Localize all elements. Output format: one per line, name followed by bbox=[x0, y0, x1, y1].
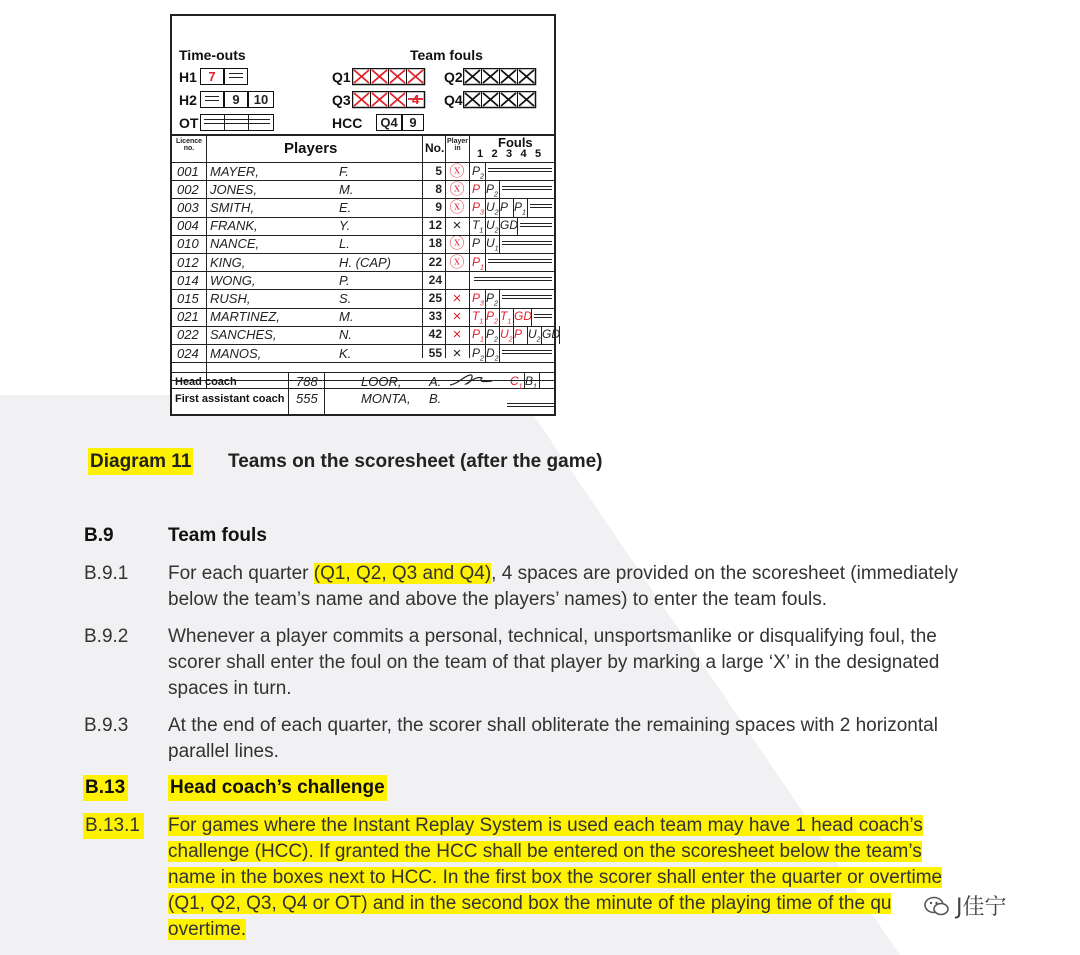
foul-type: T bbox=[472, 218, 480, 233]
foul-subscript: 2 bbox=[494, 354, 499, 362]
player-in-mark: ⓧ bbox=[449, 162, 465, 180]
number-label: No. bbox=[425, 141, 445, 155]
assistant-coach-initial: B. bbox=[429, 391, 442, 406]
ot-label: OT bbox=[179, 115, 199, 131]
h2-label: H2 bbox=[179, 92, 197, 108]
foul-subscript: 2 bbox=[494, 191, 498, 199]
player-name: JONES, bbox=[210, 181, 257, 197]
head-coach-licence: 788 bbox=[296, 374, 318, 389]
q3-last-foul-number: 4 bbox=[412, 92, 420, 107]
foul-type: P bbox=[486, 309, 495, 324]
assistant-coach-label: First assistant coach bbox=[175, 393, 285, 405]
player-in-mark: × bbox=[452, 308, 462, 326]
player-number: 33 bbox=[428, 309, 442, 324]
foul-type: C bbox=[510, 374, 519, 388]
player-initial: N. bbox=[339, 327, 352, 343]
foul-entry bbox=[514, 308, 532, 325]
foul-type: P bbox=[472, 199, 481, 214]
paragraph-b9-3 bbox=[168, 713, 998, 765]
diagram-caption bbox=[88, 448, 193, 476]
foul-subscript: 2 bbox=[494, 318, 498, 326]
player-name: MAYER, bbox=[210, 163, 259, 179]
foul-column-number: 2 bbox=[491, 148, 498, 160]
fouls-label: Fouls bbox=[498, 135, 533, 150]
paragraph-text: For each quarter bbox=[168, 563, 314, 584]
player-initial: M. bbox=[339, 181, 354, 197]
coach-foul-entry bbox=[510, 373, 523, 395]
foul-subscript: 1 bbox=[479, 318, 484, 326]
player-licence: 001 bbox=[177, 163, 199, 179]
foul-entry bbox=[514, 326, 522, 343]
foul-entry bbox=[472, 181, 480, 198]
foul-type: B bbox=[525, 374, 534, 388]
player-name: RUSH, bbox=[210, 290, 251, 306]
player-initial: M. bbox=[339, 309, 354, 325]
foul-entry bbox=[500, 326, 513, 348]
player-number: 12 bbox=[428, 218, 442, 233]
foul-type: U bbox=[486, 236, 495, 251]
player-number: 42 bbox=[428, 327, 442, 342]
hcc-quarter-box: Q4 bbox=[376, 114, 402, 131]
player-in-mark: ⓧ bbox=[449, 235, 465, 253]
player-in-mark: ⓧ bbox=[449, 253, 465, 271]
player-licence: 021 bbox=[177, 309, 199, 325]
foul-type: U bbox=[500, 327, 509, 342]
foul-type: GD bbox=[514, 309, 532, 324]
player-in-mark: × bbox=[452, 289, 462, 307]
h1-timeout-box: 7 bbox=[200, 68, 224, 85]
h2-timeout-box-3: 10 bbox=[248, 91, 274, 108]
timeouts-label: Time-outs bbox=[179, 47, 246, 63]
ot-timeout-boxes bbox=[200, 114, 274, 131]
foul-type: GD bbox=[500, 218, 518, 233]
player-initial: L. bbox=[339, 236, 350, 252]
player-initial: P. bbox=[339, 272, 350, 288]
section-title-head-coach-challenge: Head coach’s challenge bbox=[168, 775, 387, 801]
foul-subscript: 1 bbox=[480, 336, 484, 344]
head-coach-name: LOOR, bbox=[361, 374, 402, 389]
foul-type: P bbox=[486, 290, 495, 305]
player-initial: Y. bbox=[339, 218, 351, 234]
section-number-b9: B.9 bbox=[84, 525, 114, 546]
player-licence: 002 bbox=[177, 181, 199, 197]
foul-type: P bbox=[486, 327, 495, 342]
highlighted-quarters: (Q1, Q2, Q3 and Q4) bbox=[313, 563, 492, 584]
assistant-coach-licence: 555 bbox=[296, 391, 318, 406]
foul-subscript: 1 bbox=[522, 209, 526, 217]
player-number: 9 bbox=[435, 199, 442, 214]
section-number-b9-2: B.9.2 bbox=[84, 626, 129, 647]
foul-entry bbox=[472, 254, 484, 276]
foul-type: P bbox=[472, 236, 481, 251]
player-licence: 003 bbox=[177, 199, 199, 215]
foul-type: P bbox=[472, 290, 481, 305]
paragraph-text: (Q1, Q2, Q3, Q4 or OT) and in the second box the minute of the playing time of the qu bbox=[168, 893, 892, 914]
hcc-minute-box: 9 bbox=[402, 114, 424, 131]
paragraph-text: For games where the Instant Replay System is used each team may have 1 head coach’s bbox=[168, 815, 923, 836]
foul-type: T bbox=[500, 309, 508, 324]
foul-type: U bbox=[486, 218, 495, 233]
foul-subscript: 2 bbox=[508, 336, 513, 344]
foul-subscript: 3 bbox=[480, 300, 484, 308]
player-number: 8 bbox=[435, 181, 442, 196]
paragraph-b13-1 bbox=[168, 813, 998, 943]
assistant-coach-name: MONTA, bbox=[361, 391, 411, 406]
foul-entry bbox=[528, 326, 541, 348]
foul-subscript: 2 bbox=[494, 300, 498, 308]
head-coach-initial: A. bbox=[429, 374, 442, 389]
players-label: Players bbox=[284, 140, 338, 157]
foul-subscript: 2 bbox=[494, 227, 499, 235]
foul-entry bbox=[472, 345, 484, 367]
player-licence: 010 bbox=[177, 236, 199, 252]
foul-subscript: 2 bbox=[494, 209, 499, 217]
foul-subscript: 2 bbox=[494, 336, 498, 344]
foul-subscript: 1 bbox=[480, 263, 484, 271]
player-licence: 012 bbox=[177, 254, 199, 270]
q4-team-fouls bbox=[463, 91, 537, 109]
section-number-b13-1: B.13.1 bbox=[83, 813, 144, 839]
player-in-label: Player in bbox=[446, 138, 469, 152]
foul-entry bbox=[486, 235, 499, 257]
player-number: 25 bbox=[428, 290, 442, 305]
paragraph-text: name in the boxes next to HCC. In the first box the scorer shall enter the quarter or overtime bbox=[168, 867, 943, 888]
foul-type: U bbox=[528, 327, 537, 342]
coach-foul-entry bbox=[525, 373, 537, 395]
player-number: 18 bbox=[428, 236, 442, 251]
hcc-label: HCC bbox=[332, 115, 363, 131]
player-in-mark: ⓧ bbox=[449, 180, 465, 198]
player-licence: 024 bbox=[177, 345, 199, 361]
foul-column-number: 5 bbox=[535, 148, 542, 160]
paragraph-text: spaces in turn. bbox=[168, 678, 292, 699]
section-title-team-fouls: Team fouls bbox=[168, 525, 267, 546]
player-in-mark: × bbox=[452, 326, 462, 344]
paragraph-text: below the team’s name and above the players’ names) to enter the team fouls. bbox=[168, 589, 828, 610]
paragraph-text: challenge (HCC). If granted the HCC shall be entered on the scoresheet below the team’s bbox=[168, 841, 922, 862]
foul-column-number: 3 bbox=[506, 148, 513, 160]
paragraph-text: parallel lines. bbox=[168, 741, 279, 762]
paragraph-b9-2 bbox=[168, 624, 998, 702]
foul-subscript: 1 bbox=[494, 245, 499, 253]
player-number: 55 bbox=[428, 345, 442, 360]
paragraph-text: Whenever a player commits a personal, technical, unsportsmanlike or disqualifying foul, the bbox=[168, 626, 937, 647]
paragraph-b9-1 bbox=[168, 561, 998, 613]
foul-type: P bbox=[472, 163, 481, 178]
foul-subscript: 1 bbox=[507, 318, 512, 326]
team-fouls-label: Team fouls bbox=[410, 47, 483, 63]
q4-label: Q4 bbox=[444, 92, 463, 108]
player-initial: K. bbox=[339, 345, 352, 361]
foul-subscript: 1 bbox=[479, 227, 484, 235]
foul-type: T bbox=[472, 309, 480, 324]
scoresheet bbox=[170, 14, 560, 416]
licence-no-label: Licence no. bbox=[175, 138, 203, 152]
wechat-icon bbox=[924, 895, 950, 917]
player-number: 5 bbox=[435, 163, 442, 178]
foul-subscript: 2 bbox=[480, 354, 484, 362]
player-initial: F. bbox=[339, 163, 349, 179]
player-name: NANCE, bbox=[210, 236, 260, 252]
player-number: 24 bbox=[428, 272, 442, 287]
player-licence: 015 bbox=[177, 290, 199, 306]
foul-type: P bbox=[486, 181, 495, 196]
diagram-title: Teams on the scoresheet (after the game) bbox=[228, 451, 603, 472]
q2-label: Q2 bbox=[444, 69, 463, 85]
foul-subscript: 2 bbox=[480, 172, 484, 180]
player-in-mark: × bbox=[452, 217, 462, 235]
player-licence: 014 bbox=[177, 272, 199, 288]
head-coach-label: Head coach bbox=[175, 376, 237, 388]
foul-entry bbox=[500, 217, 518, 234]
player-in-mark: ⓧ bbox=[449, 198, 465, 216]
player-initial: S. bbox=[339, 290, 352, 306]
foul-type: P bbox=[514, 327, 523, 342]
paragraph-text: overtime. bbox=[168, 919, 247, 940]
player-initial: E. bbox=[339, 199, 352, 215]
player-name: KING, bbox=[210, 254, 246, 270]
foul-type: P bbox=[472, 327, 481, 342]
foul-type: P bbox=[472, 254, 481, 269]
section-number-b13: B.13 bbox=[83, 775, 128, 801]
h1-label: H1 bbox=[179, 69, 197, 85]
q3-label: Q3 bbox=[332, 92, 351, 108]
foul-subscript: 1 bbox=[533, 383, 537, 391]
player-licence: 004 bbox=[177, 218, 199, 234]
foul-subscript: 1 bbox=[518, 383, 523, 391]
paragraph-text: At the end of each quarter, the scorer shall obliterate the remaining spaces with 2 horizontal bbox=[168, 715, 938, 736]
foul-type: P bbox=[472, 345, 481, 360]
player-in-mark: × bbox=[452, 344, 462, 362]
q1-team-fouls bbox=[352, 68, 426, 86]
player-licence: 022 bbox=[177, 327, 199, 343]
player-name: WONG, bbox=[210, 272, 256, 288]
foul-entry bbox=[500, 199, 508, 216]
h1-timeout-box-2 bbox=[224, 68, 248, 85]
foul-type: D bbox=[486, 345, 495, 360]
foul-type: P bbox=[472, 181, 481, 196]
player-name: MARTINEZ, bbox=[210, 309, 280, 325]
player-name: SMITH, bbox=[210, 199, 255, 215]
foul-entry bbox=[542, 326, 560, 343]
watermark-text: J佳宁 bbox=[956, 895, 1007, 920]
foul-type: P bbox=[514, 199, 523, 214]
player-name: MANOS, bbox=[210, 345, 262, 361]
h2-timeout-box-2: 9 bbox=[224, 91, 248, 108]
foul-subscript: 2 bbox=[536, 336, 541, 344]
foul-entry bbox=[486, 345, 499, 367]
section-number-b9-3: B.9.3 bbox=[84, 715, 129, 736]
foul-type: U bbox=[486, 199, 495, 214]
foul-type: P bbox=[500, 199, 509, 214]
watermark bbox=[918, 888, 1013, 923]
player-name: FRANK, bbox=[210, 218, 258, 234]
player-initial: H. (CAP) bbox=[339, 254, 391, 270]
diagram-label: Diagram 11 bbox=[88, 448, 193, 475]
h2-timeout-box-1 bbox=[200, 91, 224, 108]
q1-label: Q1 bbox=[332, 69, 351, 85]
foul-column-number: 1 bbox=[477, 148, 484, 160]
player-name: SANCHES, bbox=[210, 327, 277, 343]
section-number-b9-1: B.9.1 bbox=[84, 563, 129, 584]
foul-entry bbox=[472, 235, 480, 252]
paragraph-text: scorer shall enter the foul on the team of that player by marking a large ‘X’ in the designated bbox=[168, 652, 940, 673]
q2-team-fouls bbox=[463, 68, 537, 86]
player-number: 22 bbox=[428, 254, 442, 269]
paragraph-text: , 4 spaces are provided on the scoresheet (immediately bbox=[491, 563, 958, 584]
foul-type: GD bbox=[542, 327, 560, 342]
foul-subscript: 3 bbox=[480, 209, 484, 217]
foul-column-number: 4 bbox=[520, 148, 527, 160]
